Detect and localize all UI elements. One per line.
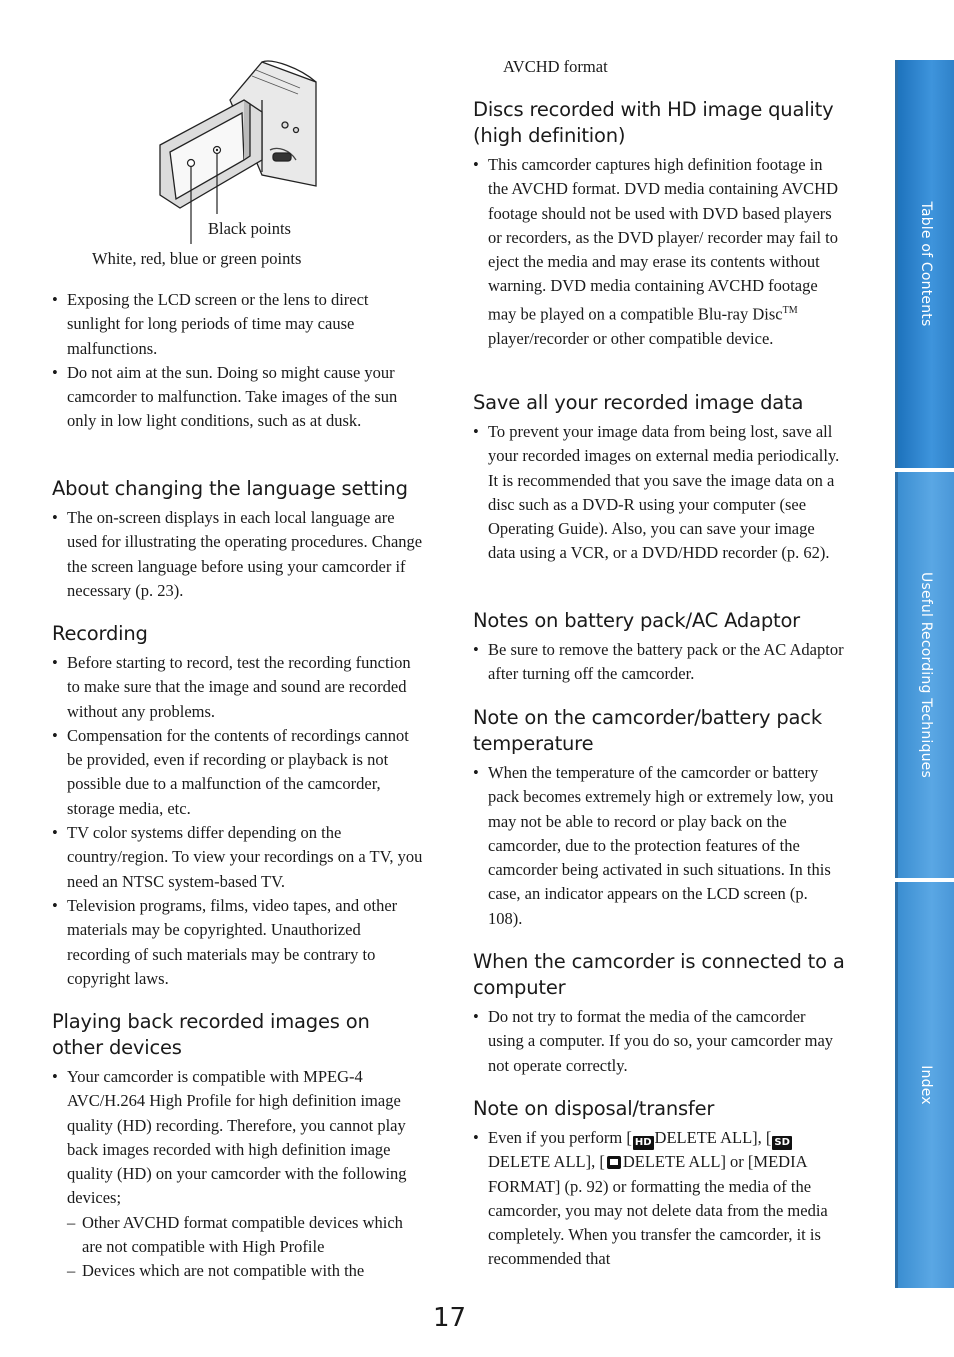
section-temperature — [473, 705, 845, 931]
section-heading: Notes on battery pack/AC Adaptor — [473, 609, 800, 632]
section-save-data — [473, 390, 845, 566]
tab-useful-recording-techniques[interactable] — [895, 472, 954, 878]
list-item: • Your camcorder is compatible with MPEG-4 AVC/H.264 High Profile for high definition image quality (HD) recording. Therefore, you cannot play back images recorded with high definition image quality (HD) on your camcorder with the following devices; — [52, 1065, 424, 1211]
intro-notes — [52, 288, 424, 434]
list-item: • When the temperature of the camcorder or battery pack becomes extremely high or extremely low, you may not be able to record or play back on the camcorder, due to the protection features of the camcorder being activated in such situations. In this case, an indicator appears on the LCD screen (p. 108). — [473, 761, 845, 931]
section-recording — [52, 621, 424, 991]
hd-quality-icon: HD — [634, 1137, 652, 1148]
list-item: • Even if you perform [ HD DELETE ALL], [ SDDELETE ALL], [ DELETE ALL] or [MEDIA FORMAT] (p. 92) or formatting the media of the camcorder, you may not delete data from the media completely. When you transfer the camcorder, it is recommended that — [473, 1126, 845, 1272]
list-item: • The on-screen displays in each local language are used for illustrating the operating procedures. Change the screen language before using your camcorder if necessary (p. 23). — [52, 506, 424, 603]
section-playback — [52, 1009, 424, 1284]
section-computer — [473, 949, 845, 1078]
list-item: • Be sure to remove the battery pack or the AC Adaptor after turning off the camcorder. — [473, 638, 845, 687]
section-heading: Discs recorded with HD image quality (high definition) — [473, 98, 834, 147]
list-item: • Do not aim at the sun. Doing so might cause your camcorder to malfunction. Take images of the sun only in low light conditions, such as at dusk. — [52, 361, 424, 434]
section-discs — [473, 97, 845, 351]
section-language — [52, 476, 424, 603]
list-item: • To prevent your image data from being lost, save all your recorded images on external media periodically. It is recommended that you save the image data on a disc such as a DVD-R using your computer (see Operating Guide). Also, you can save your image data using a VCR, or a DVD/HDD recorder (p. 62). — [473, 420, 845, 566]
tab-label: Table of Contents — [918, 201, 934, 327]
list-item: • Before starting to record, test the recording function to make sure that the image and sound are recorded without any problems. — [52, 651, 424, 724]
section-battery — [473, 608, 845, 687]
white-point-marker — [188, 160, 195, 167]
sub-list-item: – Other AVCHD format compatible devices which are not compatible with High Profile — [52, 1211, 424, 1260]
page-number: 17 — [433, 1303, 467, 1333]
list-item: • TV color systems differ depending on the country/region. To view your recordings on a TV, you need an NTSC system-based TV. — [52, 821, 424, 894]
section-heading: Note on the camcorder/battery pack temperature — [473, 706, 822, 755]
tab-label: Useful Recording Techniques — [918, 572, 934, 778]
tab-label: Index — [918, 1065, 934, 1105]
list-item: • Exposing the LCD screen or the lens to direct sunlight for long periods of time may cause malfunctions. — [52, 288, 424, 361]
tab-index[interactable] — [895, 882, 954, 1288]
lcd-panel — [160, 100, 262, 208]
section-disposal — [473, 1096, 845, 1272]
caption-black-points: Black points — [208, 219, 291, 238]
list-item: • Television programs, films, video tapes, and other materials may be copyrighted. Unauthorized recording of such materials may be contrary to copyright laws. — [52, 894, 424, 991]
section-heading: About changing the language setting — [52, 477, 408, 500]
list-item: • Compensation for the contents of recordings cannot be provided, even if recording or playback is not possible due to a malfunction of the camcorder, storage media, etc. — [52, 724, 424, 821]
sd-quality-icon: SD — [774, 1137, 790, 1148]
list-item: • This camcorder captures high definition footage in the AVCHD format. DVD media containing AVCHD footage should not be used with DVD based players or recorders, as the DVD player/ recorder may fail to eject the media and may erase its contents without warning. DVD media containing AVCHD footage may be played on a compatible Blu-ray Disc™ player/recorder or other compatible device. — [473, 153, 845, 351]
section-heading: When the camcorder is connected to a computer — [473, 950, 845, 999]
caption-colored-points: White, red, blue or green points — [92, 249, 302, 268]
sub-list-item: – Devices which are not compatible with the — [52, 1259, 424, 1283]
section-heading: Note on disposal/transfer — [473, 1097, 715, 1120]
section-heading: Recording — [52, 622, 148, 645]
section-heading: Playing back recorded images on other devices — [52, 1010, 370, 1059]
section-heading: Save all your recorded image data — [473, 391, 804, 414]
list-item: • Do not try to format the media of the camcorder using a computer. If you do so, your camcorder may not operate correctly. — [473, 1005, 845, 1078]
trademark-symbol: TM — [782, 304, 798, 316]
tab-table-of-contents[interactable] — [895, 60, 954, 468]
memory-media-icon — [607, 1156, 621, 1169]
continuation-text: AVCHD format — [503, 57, 608, 76]
